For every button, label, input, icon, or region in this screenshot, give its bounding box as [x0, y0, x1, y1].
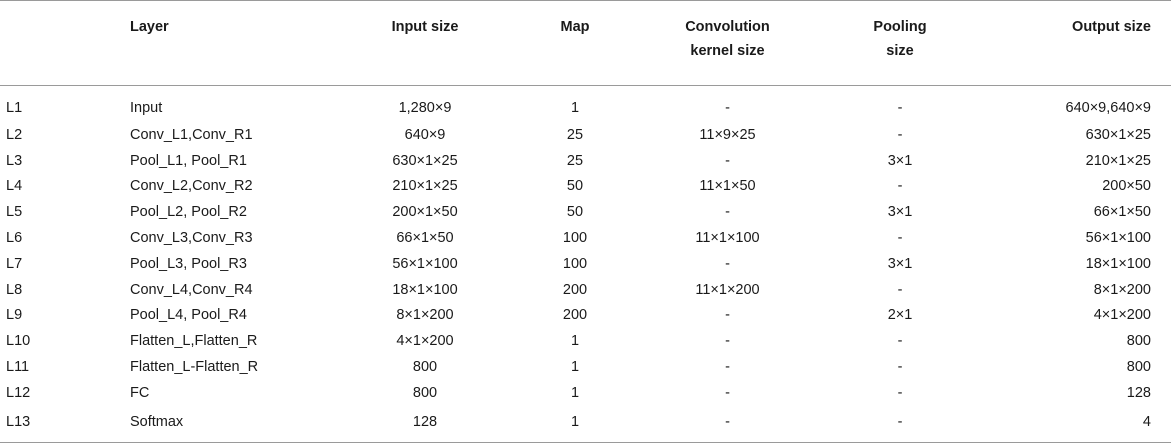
header-index [0, 1, 130, 86]
header-row [0, 1, 1171, 86]
table-row [0, 122, 1171, 148]
cell-input-size: 1,280×9 [398, 100, 452, 116]
table-row [0, 199, 1171, 225]
table-body [0, 86, 1171, 443]
cell-map: 50 [566, 178, 584, 195]
cell-layer: Flatten_L,Flatten_R [130, 333, 258, 350]
cell-layer: Softmax [130, 406, 330, 443]
cell-map: 25 [566, 126, 584, 143]
cell-output-size: 4×1×200 [1093, 307, 1151, 324]
cell-input-size: 800 [412, 359, 438, 376]
table-row [0, 148, 1171, 174]
cell-index: L1 [6, 100, 23, 116]
cell-layer: Flatten_L-Flatten_R [130, 359, 259, 376]
cell-layer: FC [130, 384, 150, 401]
cell-output-size: 56×1×100 [1085, 230, 1151, 247]
cell-map: 50 [566, 204, 584, 221]
cell-input-size: 56×1×100 [392, 255, 458, 272]
cell-index: L5 [6, 204, 23, 221]
cell-kernel-size: - [630, 406, 825, 443]
header-output-size: Output size [975, 1, 1171, 86]
cell-pooling-size: - [897, 359, 903, 376]
table-row [0, 86, 1171, 123]
table-row [0, 328, 1171, 354]
header-pooling-size [825, 1, 975, 86]
cell-index: L8 [6, 281, 23, 298]
cell-map: 200 [562, 307, 588, 324]
cell-input-size: 4×1×200 [396, 333, 454, 350]
table-row [0, 277, 1171, 303]
cell-kernel-size: - [725, 152, 730, 169]
header-layer: Layer [130, 1, 330, 86]
cell-output-size: 210×1×25 [1085, 152, 1151, 169]
cell-pooling-size: - [897, 100, 903, 116]
cell-kernel-size: - [725, 307, 730, 324]
header-pool-line2: size [886, 43, 914, 59]
header-convolution-kernel-size [630, 1, 825, 86]
cell-pooling-size: 2×1 [887, 307, 913, 324]
cell-index: L10 [6, 333, 31, 350]
cell-index: L3 [6, 152, 23, 169]
cell-pooling-size: - [897, 230, 903, 247]
cell-index: L6 [6, 230, 23, 247]
cell-output-size: 800 [1126, 333, 1151, 350]
cell-pooling-size: 3×1 [887, 152, 913, 169]
cell-map: 1 [520, 406, 630, 443]
cell-map: 100 [562, 255, 588, 272]
cell-kernel-size: - [725, 100, 730, 116]
cell-map: 1 [570, 100, 580, 116]
cell-output-size: 800 [1126, 359, 1151, 376]
table-row [0, 380, 1171, 406]
cell-input-size: 200×1×50 [392, 204, 458, 221]
cell-layer: Pool_L4, Pool_R4 [130, 307, 247, 324]
header-conv-line1: Convolution [685, 19, 770, 35]
cell-input-size: 66×1×50 [396, 230, 454, 247]
cell-index: L13 [0, 406, 130, 443]
cell-pooling-size: - [897, 333, 903, 350]
table-row [0, 251, 1171, 277]
cell-input-size: 8×1×200 [396, 307, 454, 324]
cell-pooling-size: 3×1 [887, 255, 913, 272]
cell-kernel-size: 11×9×25 [699, 126, 756, 143]
cell-input-size: 128 [330, 406, 520, 443]
cell-layer: Pool_L3, Pool_R3 [130, 255, 247, 272]
table-row [0, 225, 1171, 251]
table-row [0, 406, 1171, 443]
table-row [0, 174, 1171, 200]
cell-index: L2 [6, 126, 23, 143]
cell-output-size: 640×9,640×9 [1065, 100, 1151, 116]
cell-input-size: 800 [412, 384, 438, 401]
cell-index: L12 [6, 384, 31, 401]
cell-output-size: 630×1×25 [1085, 126, 1151, 143]
cell-pooling-size: - [897, 178, 903, 195]
cell-kernel-size: - [725, 384, 730, 401]
cell-pooling-size: 3×1 [887, 204, 913, 221]
cell-map: 1 [570, 384, 580, 401]
cell-kernel-size: - [725, 255, 730, 272]
cell-layer: Pool_L2, Pool_R2 [130, 204, 247, 221]
cell-input-size: 210×1×25 [392, 178, 458, 195]
cell-index: L11 [6, 359, 30, 376]
cell-kernel-size: 11×1×50 [699, 178, 756, 195]
cell-map: 100 [562, 230, 588, 247]
cell-layer: Input [130, 100, 163, 116]
cell-index: L9 [6, 307, 23, 324]
header-input-size: Input size [330, 1, 520, 86]
cell-output-size: 18×1×100 [1085, 255, 1151, 272]
cell-map: 200 [562, 281, 588, 298]
cell-layer: Conv_L3,Conv_R3 [130, 230, 253, 247]
cell-output-size: 128 [1126, 384, 1151, 401]
header-pool-line1: Pooling [873, 19, 927, 35]
cell-kernel-size: - [725, 204, 730, 221]
cell-pooling-size: - [897, 384, 903, 401]
cell-output-size: 4 [975, 406, 1171, 443]
cell-kernel-size: - [725, 359, 730, 376]
cell-layer: Conv_L1,Conv_R1 [130, 126, 253, 143]
cell-output-size: 8×1×200 [1093, 281, 1151, 298]
cell-map: 25 [566, 152, 584, 169]
table-row [0, 303, 1171, 329]
cell-pooling-size: - [897, 126, 903, 143]
cell-layer: Conv_L2,Conv_R2 [130, 178, 253, 195]
cell-kernel-size: 11×1×200 [695, 281, 760, 298]
cell-map: 1 [570, 333, 580, 350]
cell-input-size: 640×9 [404, 126, 446, 143]
cell-kernel-size: - [725, 333, 730, 350]
header-conv-line2: kernel size [690, 43, 765, 59]
cell-layer: Conv_L4,Conv_R4 [130, 281, 253, 298]
cell-layer: Pool_L1, Pool_R1 [130, 152, 247, 169]
cell-index: L4 [6, 178, 23, 195]
cell-pooling-size: - [897, 281, 903, 298]
cell-input-size: 630×1×25 [392, 152, 458, 169]
cell-kernel-size: 11×1×100 [695, 230, 760, 247]
table-header [0, 1, 1171, 86]
cell-map: 1 [570, 359, 580, 376]
cell-output-size: 66×1×50 [1093, 204, 1151, 221]
cell-pooling-size: - [825, 406, 975, 443]
header-map: Map [520, 1, 630, 86]
cell-index: L7 [6, 255, 23, 272]
table-row [0, 354, 1171, 380]
cell-output-size: 200×50 [1102, 178, 1151, 195]
cell-input-size: 18×1×100 [392, 281, 458, 298]
